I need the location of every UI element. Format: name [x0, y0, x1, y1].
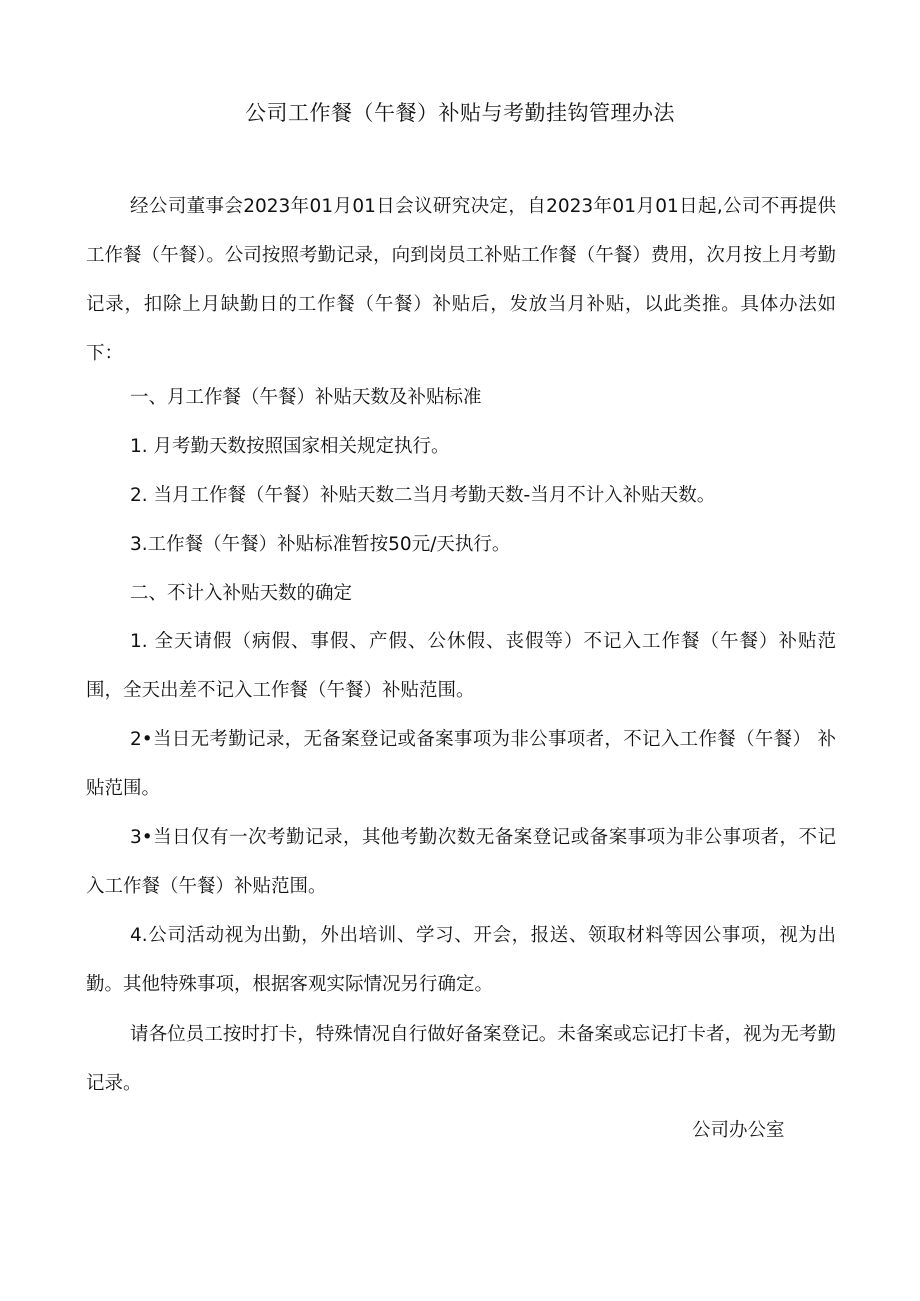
section-1-heading: 一、月工作餐（午餐）补贴天数及补贴标准 — [130, 387, 482, 408]
section-1-item: 3.工作餐（午餐）补贴标准暂按50元/天执行。 — [130, 534, 511, 555]
signature: 公司办公室 — [692, 1120, 785, 1141]
closing-paragraph: 请各位员工按时打卡，特殊情况自行做好备案登记。未备案或忘记打卡者，视为无考勤记录。 — [86, 1024, 836, 1094]
section-2-item: 1. 全天请假（病假、事假、产假、公休假、丧假等）不记入工作餐（午餐）补贴范围，全天出差不记入工作餐（午餐）补贴范围。 — [86, 631, 836, 701]
intro-paragraph: 经公司董事会2023年01月01日会议研究决定，自2023年01月01日起,公司不再提供工作餐（午餐）。公司按照考勤记录，向到岗员工补贴工作餐（午餐）费用，次月按上月考勤记录，扣除上月缺勤日的工作餐（午餐）补贴后，发放当月补贴，以此类推。具体办法如下： — [86, 196, 836, 364]
document-title: 公司工作餐（午餐）补贴与考勤挂钩管理办法 — [245, 101, 675, 125]
section-1-item: 2. 当月工作餐（午餐）补贴天数二当月考勤天数-当月不计入补贴天数。 — [130, 485, 716, 506]
section-2-item: 4.公司活动视为出勤，外出培训、学习、开会，报送、领取材料等因公事项，视为出勤。其他特殊事项，根据客观实际情况另行确定。 — [86, 925, 836, 995]
section-2-item: 2•当日无考勤记录，无备案登记或备案事项为非公事项者，不记入工作餐（午餐） 补贴范围。 — [86, 729, 836, 799]
section-2-heading: 二、不计入补贴天数的确定 — [130, 583, 353, 604]
section-2-item: 3•当日仅有一次考勤记录，其他考勤次数无备案登记或备案事项为非公事项者，不记入工作餐（午餐）补贴范围。 — [86, 827, 836, 897]
section-1-item: 1. 月考勤天数按照国家相关规定执行。 — [130, 436, 450, 457]
